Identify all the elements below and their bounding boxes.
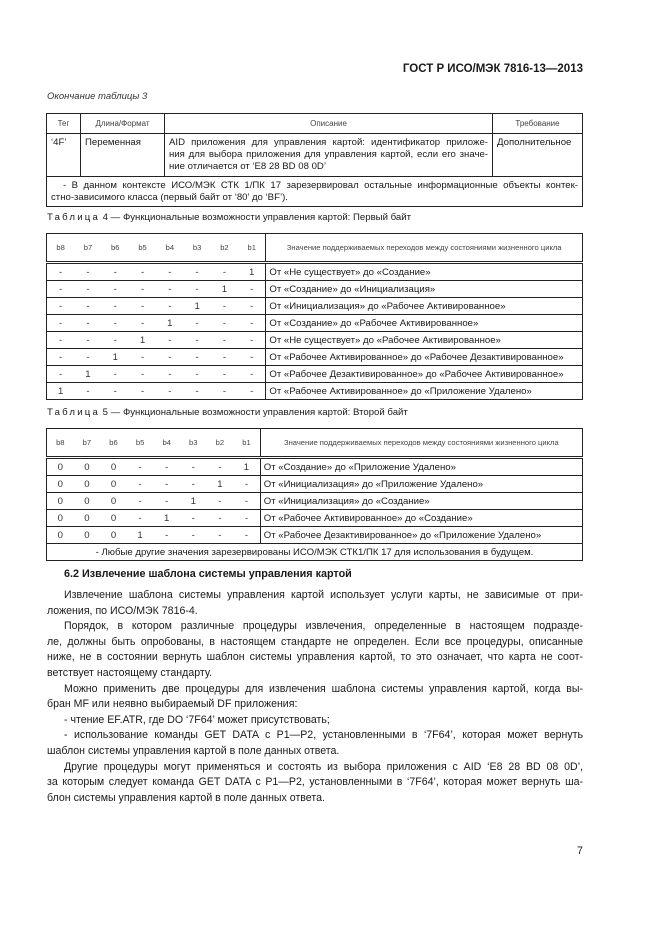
transition-description: От «Создание» до «Приложение Удалено» xyxy=(260,458,582,476)
bit-cell: 0 xyxy=(100,458,127,476)
paragraph xyxy=(47,682,583,713)
paragraph-line: Можно применить две процедуры для извлечения шаблона системы управления картой, когда вы- xyxy=(64,682,583,695)
header-b7: b7 xyxy=(74,234,101,263)
bit-cell: - xyxy=(129,298,156,315)
note-line: стно-зависимого класса (первый байт от ‘80’ до ‘BF’). xyxy=(51,192,288,203)
header-b3: b3 xyxy=(180,429,207,458)
description-line: AID приложения для управления картой: идентификатор приложе- xyxy=(169,137,488,148)
bit-cell: - xyxy=(183,315,210,332)
table-row xyxy=(47,298,583,315)
description-line: ние отличается от ‘E8 28 BD 08 0D’ xyxy=(169,161,326,172)
section-heading: 6.2 Извлечение шаблона системы управления картой xyxy=(64,568,352,580)
bit-cell: - xyxy=(183,263,210,281)
bit-cell: - xyxy=(102,263,129,281)
bit-cell: - xyxy=(156,332,183,349)
paragraph-line: Извлечение шаблона системы управления картой использует услуги карты, не зависимые от при- xyxy=(64,589,583,601)
transition-description: От «Рабочее Дезактивированное» до «Рабочее Активированное» xyxy=(266,366,583,383)
table-header-row xyxy=(47,429,583,458)
page-number: 7 xyxy=(577,845,583,857)
bit-cell: 1 xyxy=(127,527,154,544)
header-b2: b2 xyxy=(211,234,238,263)
bit-cell: - xyxy=(127,458,154,476)
bit-cell: - xyxy=(211,263,238,281)
table-3 xyxy=(46,113,583,207)
bit-cell: - xyxy=(183,383,210,400)
bit-cell: 1 xyxy=(47,383,75,400)
paragraph-line: - чтение EF.ATR, где DO ‘7F64’ может присутствовать; xyxy=(64,713,330,726)
paragraph xyxy=(47,713,583,729)
table-row xyxy=(47,263,583,281)
cell-requirement: Дополнительное xyxy=(493,134,583,177)
bit-cell: - xyxy=(74,332,101,349)
bit-cell: - xyxy=(129,383,156,400)
header-b5: b5 xyxy=(127,429,154,458)
bit-cell: - xyxy=(183,332,210,349)
transition-description: От «Создание» до «Инициализация» xyxy=(266,281,583,298)
bit-cell: - xyxy=(102,281,129,298)
bit-cell: - xyxy=(153,476,180,493)
bit-cell: - xyxy=(211,366,238,383)
header-b3: b3 xyxy=(183,234,210,263)
bit-cell: - xyxy=(156,383,183,400)
transition-description: От «Создание» до «Рабочее Активированное» xyxy=(266,315,583,332)
table-row xyxy=(47,476,583,493)
bit-cell: - xyxy=(153,527,180,544)
bit-cell: - xyxy=(207,458,234,476)
bit-cell: - xyxy=(127,493,154,510)
table-row xyxy=(47,458,583,476)
table-row xyxy=(47,510,583,527)
header-b1: b1 xyxy=(233,429,260,458)
cell-tag: ‘4F’ xyxy=(47,134,81,177)
bit-cell: - xyxy=(211,383,238,400)
bit-cell: 0 xyxy=(100,493,127,510)
bit-cell: - xyxy=(47,281,75,298)
paragraph-line: ле, должны быть опробованы, в настоящем стандарте не определен. Если все процедуры, описанные xyxy=(47,635,583,648)
bit-cell: - xyxy=(127,510,154,527)
bit-cell: - xyxy=(207,527,234,544)
bit-cell: 1 xyxy=(156,315,183,332)
table-note xyxy=(47,177,583,207)
bit-cell: 0 xyxy=(74,510,101,527)
bit-cell: - xyxy=(156,281,183,298)
bit-cell: - xyxy=(127,476,154,493)
paragraph-line: - использование команды GET DATA с P1—P2, установленными в ‘7F64’, которая может вернуть xyxy=(64,729,583,742)
table-row xyxy=(47,366,583,383)
transition-description: От «Инициализация» до «Рабочее Активированное» xyxy=(266,298,583,315)
bit-cell: - xyxy=(233,527,260,544)
table4-caption xyxy=(47,212,411,223)
bit-cell: - xyxy=(156,366,183,383)
bit-cell: - xyxy=(74,315,101,332)
bit-cell: - xyxy=(47,349,75,366)
transition-description: От «Рабочее Активированное» до «Приложение Удалено» xyxy=(266,383,583,400)
bit-cell: - xyxy=(153,493,180,510)
paragraph-line: ниже, не в состоянии вернуть шаблон системы управления картой, то это означает, что карта не соот- xyxy=(47,651,583,664)
table5-caption xyxy=(47,407,408,418)
transition-description: От «Рабочее Дезактивированное» до «Приложение Удалено» xyxy=(260,527,582,544)
bit-cell: 0 xyxy=(74,527,101,544)
bit-cell: 0 xyxy=(100,476,127,493)
bit-cell: 0 xyxy=(47,527,74,544)
bit-cell: - xyxy=(207,510,234,527)
bit-cell: - xyxy=(233,493,260,510)
header-tag: Тег xyxy=(47,114,81,134)
caption-text: 5 — Функциональные возможности управления картой: Второй байт xyxy=(100,407,408,418)
header-length: Длина/Формат xyxy=(81,114,165,134)
table-row xyxy=(47,349,583,366)
document-code: ГОСТ Р ИСО/МЭК 7816-13—2013 xyxy=(402,63,583,75)
bit-cell: - xyxy=(180,510,207,527)
bit-cell: 0 xyxy=(47,493,74,510)
bit-cell: - xyxy=(102,332,129,349)
transition-description: От «Не существует» до «Создание» xyxy=(266,263,583,281)
bit-cell: - xyxy=(47,298,75,315)
bit-cell: - xyxy=(183,281,210,298)
header-b8: b8 xyxy=(47,429,74,458)
header-description: Значение поддерживаемых переходов между состояниями жизненного цикла xyxy=(260,429,582,458)
bit-cell: 0 xyxy=(74,476,101,493)
bit-cell: 0 xyxy=(100,527,127,544)
paragraph-line: шаблон системы управления картой в поле данных ответа. xyxy=(47,744,340,757)
bit-cell: - xyxy=(102,298,129,315)
header-description: Описание xyxy=(165,114,493,134)
bit-cell: - xyxy=(238,281,266,298)
bit-cell: - xyxy=(129,315,156,332)
bit-cell: - xyxy=(47,332,75,349)
bit-cell: - xyxy=(129,263,156,281)
paragraph-line: ложения, по ИСО/МЭК 7816-4. xyxy=(47,604,198,617)
bit-cell: - xyxy=(238,315,266,332)
header-b4: b4 xyxy=(156,234,183,263)
bit-cell: - xyxy=(238,332,266,349)
table-row xyxy=(47,527,583,544)
bit-cell: 1 xyxy=(211,281,238,298)
bit-cell: 0 xyxy=(47,458,74,476)
caption-prefix: Таблица xyxy=(47,407,101,418)
table-row xyxy=(47,134,583,177)
bit-cell: - xyxy=(102,315,129,332)
bit-cell: - xyxy=(102,383,129,400)
bit-cell: - xyxy=(129,366,156,383)
transition-description: От «Инициализация» до «Приложение Удалено» xyxy=(260,476,582,493)
bit-cell: 0 xyxy=(47,510,74,527)
header-b5: b5 xyxy=(129,234,156,263)
header-description: Значение поддерживаемых переходов между состояниями жизненного цикла xyxy=(266,234,583,263)
bit-cell: - xyxy=(180,458,207,476)
header-b8: b8 xyxy=(47,234,75,263)
transition-description: От «Не существует» до «Рабочее Активированное» xyxy=(266,332,583,349)
bit-cell: - xyxy=(211,349,238,366)
bit-cell: 0 xyxy=(74,458,101,476)
bit-cell: - xyxy=(156,298,183,315)
paragraph-line: за которым следует команда GET DATA с P1—P2, установленными в ‘7F64’, которая может вернуть ша- xyxy=(47,776,583,789)
caption-text: 4 — Функциональные возможности управления картой: Первый байт xyxy=(100,212,411,223)
paragraph xyxy=(47,619,583,681)
bit-cell: - xyxy=(211,332,238,349)
table-header-row xyxy=(47,114,583,134)
bit-cell: 1 xyxy=(129,332,156,349)
table-row xyxy=(47,332,583,349)
header-b2: b2 xyxy=(207,429,234,458)
bit-cell: - xyxy=(156,263,183,281)
bit-cell: - xyxy=(47,366,75,383)
bit-cell: 0 xyxy=(47,476,74,493)
table-row xyxy=(47,493,583,510)
bit-cell: - xyxy=(153,458,180,476)
bit-cell: 0 xyxy=(74,493,101,510)
bit-cell: - xyxy=(180,476,207,493)
header-b6: b6 xyxy=(100,429,127,458)
description-line: ния для выбора приложения для управления картой, если его значе- xyxy=(169,149,488,160)
paragraph xyxy=(47,728,583,759)
table-row xyxy=(47,281,583,298)
paragraph-line: Порядок, в котором различные процедуры извлечения, определенные в настоящем подразде- xyxy=(64,620,583,633)
paragraph xyxy=(47,588,583,619)
cell-description xyxy=(165,134,493,177)
table-note: - Любые другие значения зарезервированы ИСО/МЭК СТК1/ПК 17 для использования в будущем. xyxy=(47,544,583,561)
table-4 xyxy=(46,233,583,400)
bit-cell: - xyxy=(211,298,238,315)
bit-cell: - xyxy=(207,493,234,510)
paragraph-line: бран MF или неявно выбираемый DF приложения: xyxy=(47,698,298,711)
bit-cell: - xyxy=(238,298,266,315)
table-note-row xyxy=(47,544,583,561)
paragraph-line: блон системы управления картой в поле данных ответа. xyxy=(47,791,325,804)
header-b7: b7 xyxy=(74,429,101,458)
table-row xyxy=(47,383,583,400)
bit-cell: - xyxy=(238,383,266,400)
cell-length: Переменная xyxy=(81,134,165,177)
bit-cell: - xyxy=(47,315,75,332)
bit-cell: - xyxy=(74,298,101,315)
transition-description: От «Рабочее Активированное» до «Рабочее Дезактивированное» xyxy=(266,349,583,366)
bit-cell: - xyxy=(233,510,260,527)
header-b6: b6 xyxy=(102,234,129,263)
bit-cell: - xyxy=(102,366,129,383)
bit-cell: - xyxy=(238,366,266,383)
bit-cell: - xyxy=(47,263,75,281)
table-row xyxy=(47,315,583,332)
header-b1: b1 xyxy=(238,234,266,263)
paragraph-line: Другие процедуры могут применяться и состоять из выбора приложения с AID ‘E8 28 BD 08 0D’, xyxy=(64,760,583,773)
bit-cell: - xyxy=(74,349,101,366)
bit-cell: - xyxy=(129,281,156,298)
bit-cell: - xyxy=(74,383,101,400)
bit-cell: - xyxy=(183,349,210,366)
header-requirement: Требование xyxy=(493,114,583,134)
header-b4: b4 xyxy=(153,429,180,458)
bit-cell: 1 xyxy=(180,493,207,510)
bit-cell: - xyxy=(238,349,266,366)
bit-cell: 1 xyxy=(183,298,210,315)
paragraph-line: ветствует настоящему стандарту. xyxy=(47,666,213,679)
note-line: - В данном контексте ИСО/МЭК СТК 1/ПК 17 зарезервировал остальные информационные объекты контек- xyxy=(63,180,578,191)
bit-cell: 1 xyxy=(233,458,260,476)
bit-cell: - xyxy=(129,349,156,366)
bit-cell: 1 xyxy=(102,349,129,366)
table-note-row xyxy=(47,177,583,207)
table3-caption: Окончание таблицы 3 xyxy=(47,91,148,102)
bit-cell: - xyxy=(74,263,101,281)
bit-cell: 1 xyxy=(207,476,234,493)
bit-cell: - xyxy=(183,366,210,383)
bit-cell: - xyxy=(180,527,207,544)
bit-cell: 1 xyxy=(74,366,101,383)
caption-prefix: Таблица xyxy=(47,212,101,223)
bit-cell: - xyxy=(233,476,260,493)
bit-cell: - xyxy=(156,349,183,366)
table-header-row xyxy=(47,234,583,263)
bit-cell: - xyxy=(74,281,101,298)
bit-cell: 1 xyxy=(238,263,266,281)
section-body xyxy=(47,588,583,806)
bit-cell: 1 xyxy=(153,510,180,527)
bit-cell: 0 xyxy=(100,510,127,527)
transition-description: От «Рабочее Активированное» до «Создание» xyxy=(260,510,582,527)
table-5 xyxy=(46,428,583,561)
paragraph xyxy=(47,760,583,807)
transition-description: От «Инициализация» до «Создание» xyxy=(260,493,582,510)
bit-cell: - xyxy=(211,315,238,332)
